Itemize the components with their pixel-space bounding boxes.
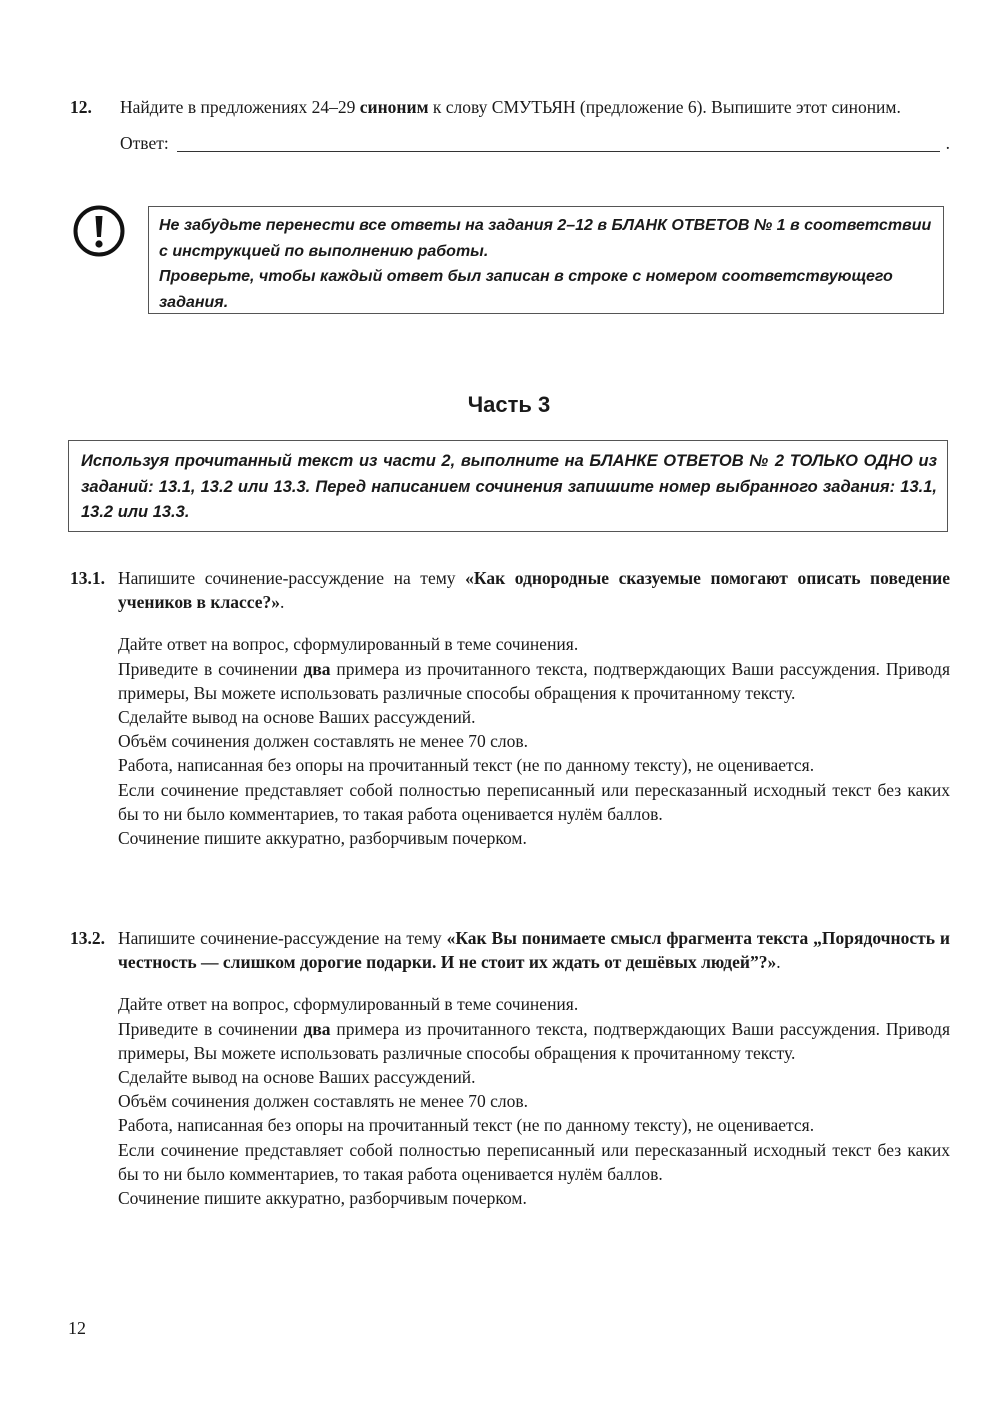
instruction-line: Приведите в сочинении два примера из прочитанного текста, подтверждающих Ваши рассуждения. Приводя примеры, Вы можете использовать различные способы обращения к прочитанному тексту. bbox=[118, 1018, 950, 1063]
answer-row bbox=[120, 130, 950, 156]
instruction-line: Сделайте вывод на основе Ваших рассуждений. bbox=[118, 1067, 476, 1088]
task-number: 13.1. bbox=[70, 568, 105, 588]
task-number: 13.2. bbox=[70, 928, 105, 948]
instruction-line: Работа, написанная без опоры на прочитанный текст (не по данному тексту), не оценивается. bbox=[118, 1115, 815, 1136]
task-text: Найдите в предложениях 24–29 синоним к слову СМУТЬЯН (предложение 6). Выпишите этот синоним. bbox=[120, 97, 901, 117]
essay-task-13-1 bbox=[70, 566, 950, 850]
essay-task-13-2 bbox=[70, 926, 950, 1210]
essay-instructions bbox=[118, 992, 950, 1210]
answer-end: . bbox=[945, 133, 950, 153]
warning-box bbox=[148, 206, 944, 314]
task-12 bbox=[70, 94, 950, 156]
instruction-line: Работа, написанная без опоры на прочитанный текст (не по данному тексту), не оценивается. bbox=[118, 755, 815, 776]
instruction-line: Дайте ответ на вопрос, сформулированный в теме сочинения. bbox=[118, 634, 579, 655]
instruction-line: Если сочинение представляет собой полностью переписанный или пересказанный исходный текст без каких бы то ни было комментариев, то такая работа оценивается нулём баллов. bbox=[118, 1139, 950, 1184]
exclamation-circle-icon bbox=[72, 204, 126, 258]
task-number: 12. bbox=[70, 97, 92, 117]
warning-line-1: Не забудьте перенести все ответы на задания 2–12 в БЛАНК ОТВЕТОВ № 1 в соответствии с инструкцией по выполнению работы. bbox=[159, 217, 932, 260]
answer-label: Ответ: bbox=[120, 133, 169, 153]
instruction-line: Объём сочинения должен составлять не менее 70 слов. bbox=[118, 731, 528, 752]
instruction-line: Дайте ответ на вопрос, сформулированный в теме сочинения. bbox=[118, 994, 579, 1015]
instruction-line: Если сочинение представляет собой полностью переписанный или пересказанный исходный текст без каких бы то ни было комментариев, то такая работа оценивается нулём баллов. bbox=[118, 779, 950, 824]
instruction-line: Приведите в сочинении два примера из прочитанного текста, подтверждающих Ваши рассуждения. Приводя примеры, Вы можете использовать различные способы обращения к прочитанному тексту. bbox=[118, 658, 950, 703]
instruction-line: Объём сочинения должен составлять не менее 70 слов. bbox=[118, 1091, 528, 1112]
answer-field[interactable] bbox=[177, 133, 940, 152]
instruction-line: Сочинение пишите аккуратно, разборчивым почерком. bbox=[118, 1188, 527, 1209]
warning-line-2: Проверьте, чтобы каждый ответ был записан в строке с номером соответствующего задания. bbox=[159, 268, 893, 311]
instruction-line: Сделайте вывод на основе Ваших рассуждений. bbox=[118, 707, 476, 728]
essay-topic: Напишите сочинение-рассуждение на тему «Как Вы понимаете смысл фрагмента текста „Порядочность и честность — слишком дорогие подарки. И не стоит их ждать от дешёвых людей”?». bbox=[118, 928, 950, 973]
page-number: 12 bbox=[68, 1318, 86, 1338]
essay-instructions bbox=[118, 632, 950, 850]
bold-term: синоним bbox=[359, 97, 429, 117]
instruction-line: Сочинение пишите аккуратно, разборчивым почерком. bbox=[118, 828, 527, 849]
part-instruction-box: Используя прочитанный текст из части 2, выполните на БЛАНКЕ ОТВЕТОВ № 2 ТОЛЬКО ОДНО из заданий: 13.1, 13.2 или 13.3. Перед написанием сочинения запишите номер выбранного задания: 13.1, 13.2 или 13.3. bbox=[68, 440, 948, 532]
essay-topic: Напишите сочинение-рассуждение на тему «Как однородные сказуемые помогают описать поведение учеников в классе?». bbox=[118, 568, 950, 613]
part-title: Часть 3 bbox=[467, 392, 551, 417]
